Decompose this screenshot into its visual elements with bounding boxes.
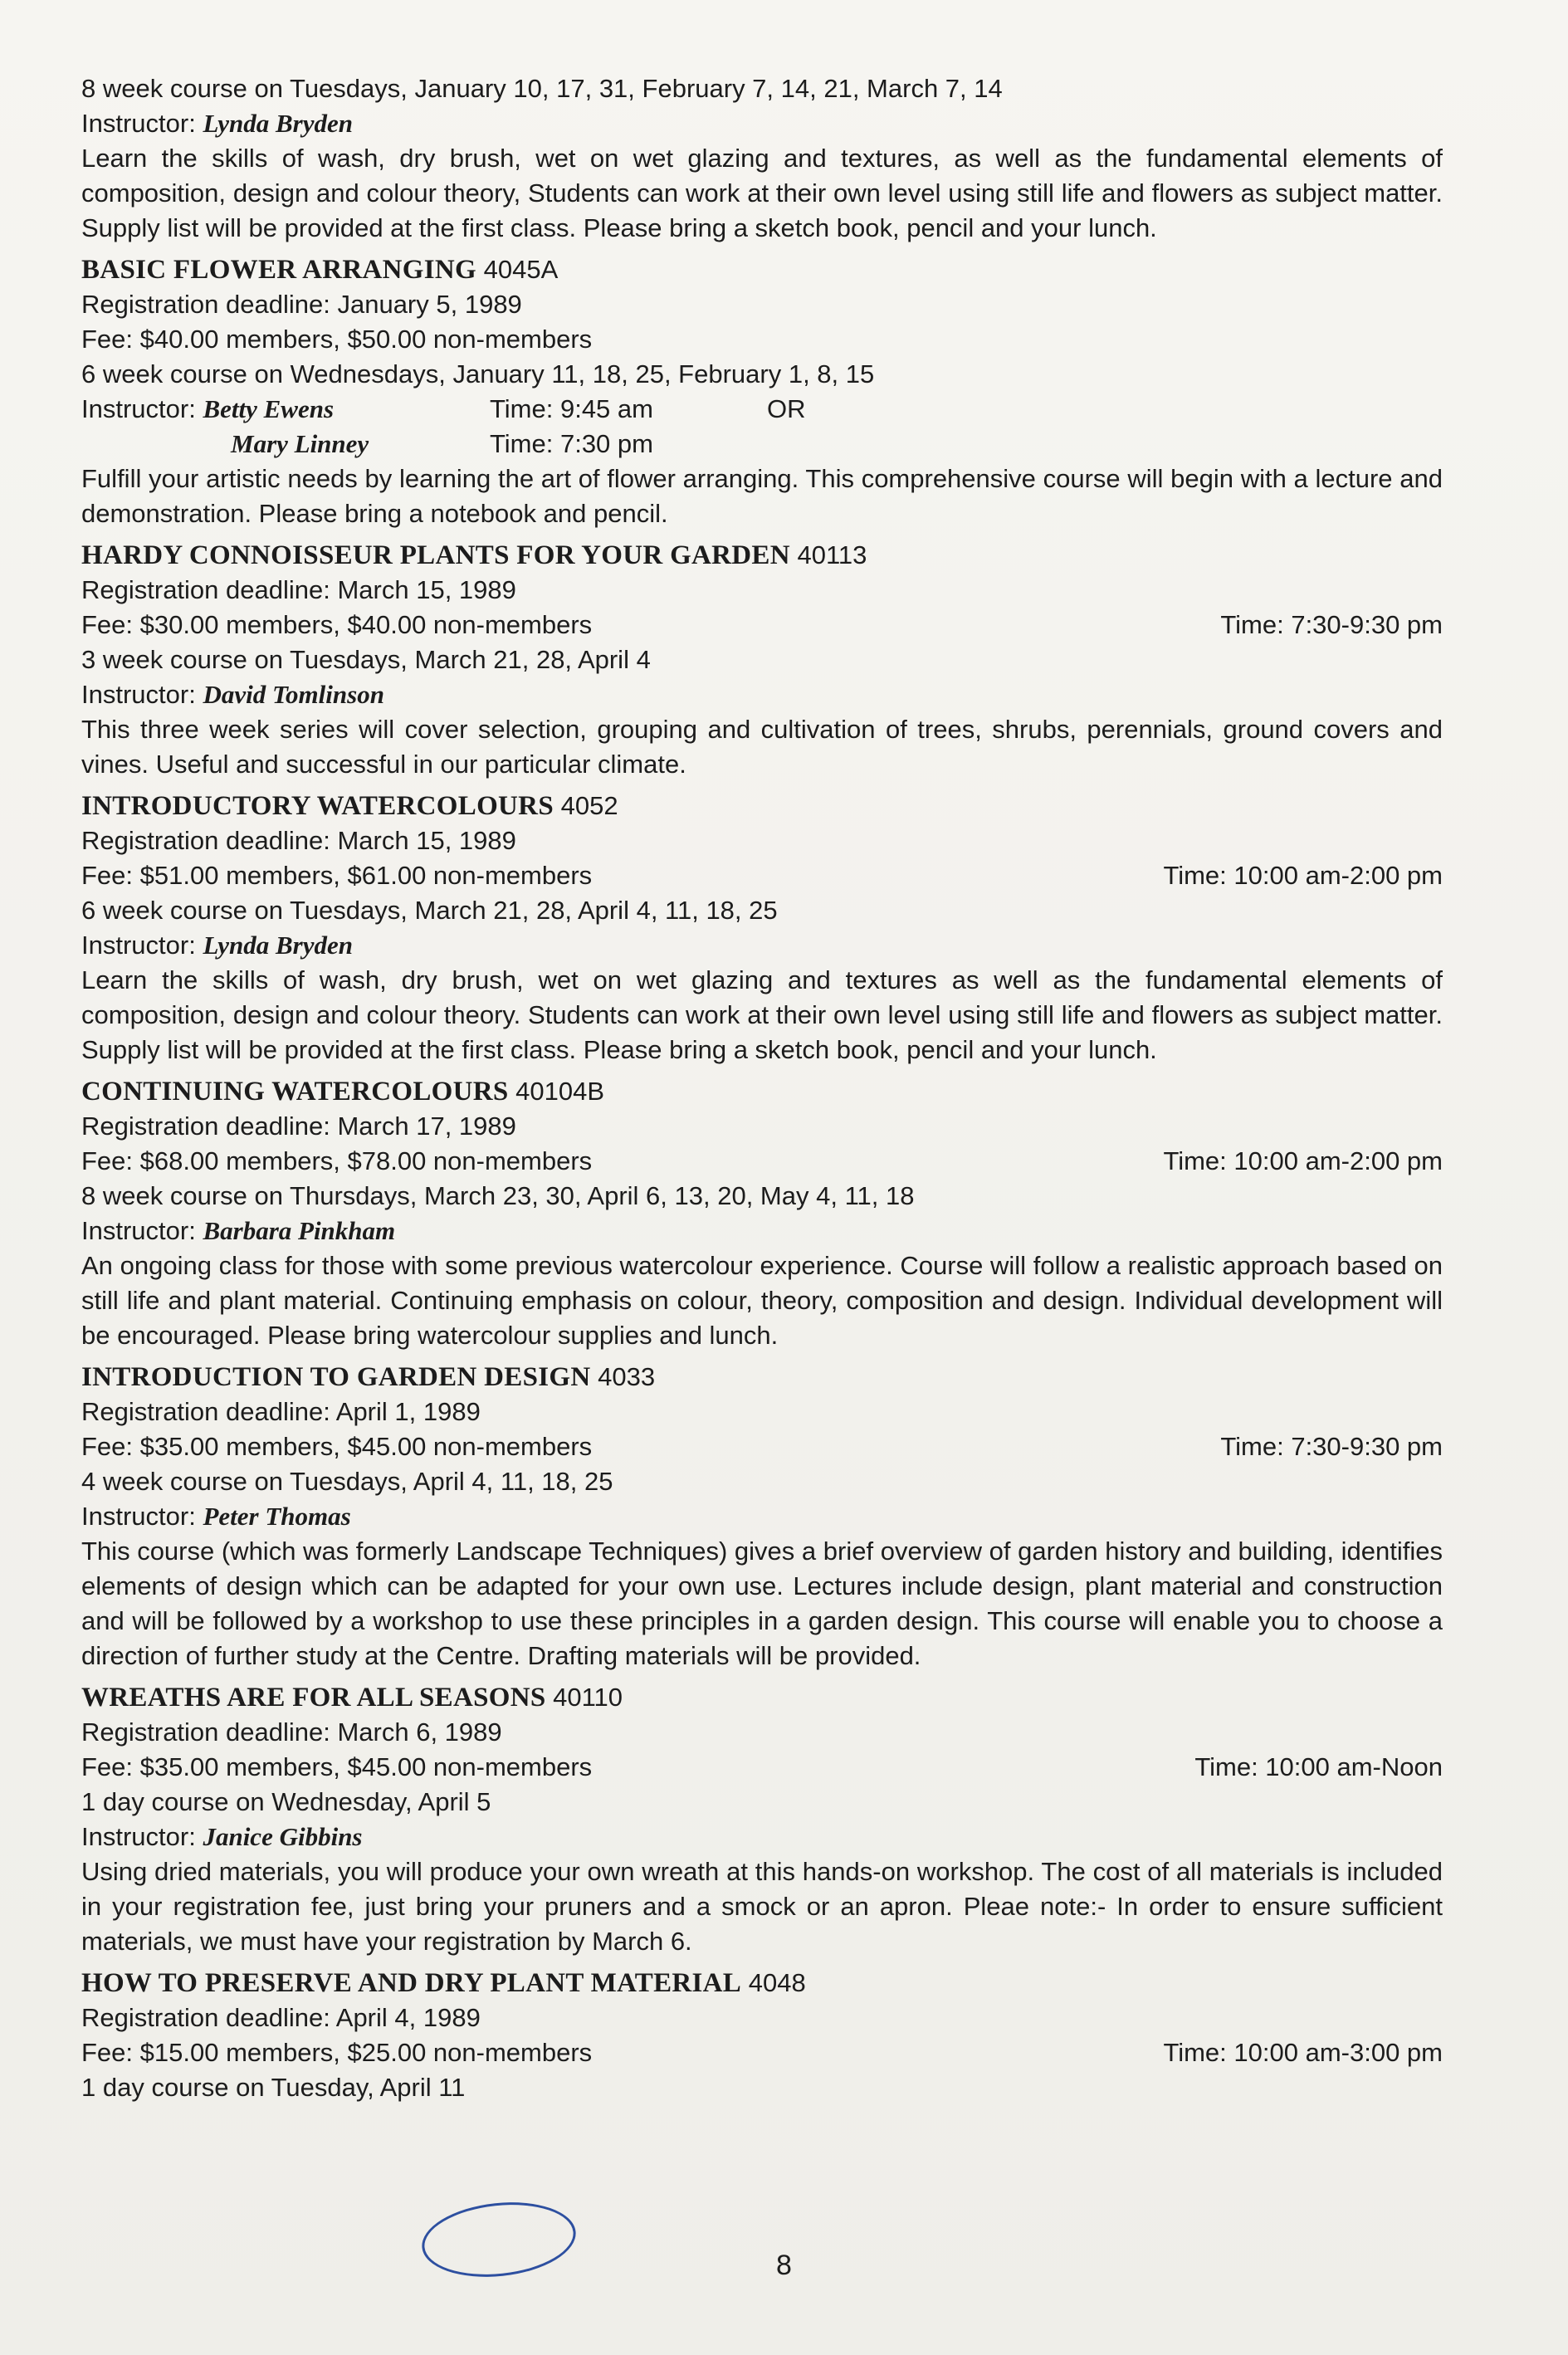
registration-deadline: Registration deadline: January 5, 1989 <box>81 290 522 319</box>
course-code: 4048 <box>748 1968 806 1997</box>
course-hardy-connoisseur-plants <box>81 538 1443 782</box>
course-code: 40113 <box>797 540 867 569</box>
course-heading <box>81 538 1443 573</box>
course-fee: Fee: $40.00 members, $50.00 non-members <box>81 325 593 354</box>
course-heading <box>81 1074 1443 1109</box>
course-code: 4052 <box>560 791 618 820</box>
course-heading <box>81 1680 1443 1715</box>
course-fee: Fee: $51.00 members, $61.00 non-members <box>81 861 593 890</box>
instructor-name: Betty Ewens <box>203 394 335 423</box>
registration-deadline: Registration deadline: April 4, 1989 <box>81 2003 481 2032</box>
course-description: Learn the skills of wash, dry brush, wet on wet glazing and textures as well as the fundamental elements of composition, design and colour theory. Students can work at their own level using still life and flowers as subject matter. Supply list will be provided at the first class. Please bring a sketch book, pencil and your lunch. <box>81 965 1443 1064</box>
course-schedule: 8 week course on Thursdays, March 23, 30, April 6, 13, 20, May 4, 11, 18 <box>81 1181 915 1210</box>
course-fee-row <box>81 1750 1443 1785</box>
course-fee: Fee: $35.00 members, $45.00 non-members <box>81 1752 593 1781</box>
course-preserve-dry-plant-material <box>81 1966 1443 2105</box>
course-heading <box>81 1360 1443 1395</box>
instructor-label: Instructor: <box>81 1502 196 1531</box>
instructor-label: Instructor: <box>81 394 196 423</box>
course-schedule: 1 day course on Wednesday, April 5 <box>81 1787 491 1816</box>
course-code: 4045A <box>483 255 559 284</box>
course-time: Time: 10:00 am-Noon <box>1194 1752 1443 1781</box>
course-schedule: 1 day course on Tuesday, April 11 <box>81 2073 466 2102</box>
course-description: Learn the skills of wash, dry brush, wet on wet glazing and textures, as well as the fundamental elements of composition, design and colour theory, Students can work at their own level using still life and flowers as subject matter. Supply list will be provided at the first class. Please bring a sketch book, pencil and your lunch. <box>81 144 1443 242</box>
registration-deadline: Registration deadline: March 17, 1989 <box>81 1112 516 1141</box>
course-time: Time: 7:30-9:30 pm <box>1220 610 1443 639</box>
instructor-name: David Tomlinson <box>203 680 384 709</box>
page-number: 8 <box>776 2250 792 2281</box>
course-introduction-garden-design <box>81 1360 1443 1673</box>
course-instructor <box>81 1499 1443 1534</box>
instructor-name: Barbara Pinkham <box>203 1216 396 1245</box>
instructor-label: Instructor: <box>81 1822 196 1851</box>
course-fee-row <box>81 1144 1443 1179</box>
course-introductory-watercolours <box>81 789 1443 1068</box>
course-schedule: 8 week course on Tuesdays, January 10, 17, 31, February 7, 14, 21, March 7, 14 <box>81 74 1003 103</box>
instructor-name: Lynda Bryden <box>203 931 353 960</box>
course-heading <box>81 789 1443 823</box>
course-schedule: 3 week course on Tuesdays, March 21, 28, April 4 <box>81 645 651 674</box>
course-fee: Fee: $30.00 members, $40.00 non-members <box>81 610 593 639</box>
course-title: INTRODUCTION TO GARDEN DESIGN <box>81 1362 591 1392</box>
course-description: This course (which was formerly Landscape Techniques) gives a brief overview of garden history and building, identifies elements of design which can be adapted for your own use. Lectures include design, plant material and construction and will be followed by a workshop to use these principles in a garden design. This course will enable you to choose a direction of further study at the Centre. Drafting materials will be provided. <box>81 1537 1443 1670</box>
course-fee-row <box>81 1429 1443 1464</box>
course-time: Time: 10:00 am-2:00 pm <box>1163 1146 1443 1175</box>
course-description: Fulfill your artistic needs by learning the art of flower arranging. This comprehensive course will begin with a lecture and demonstration. Please bring a notebook and pencil. <box>81 464 1443 528</box>
course-continuing-watercolours <box>81 1074 1443 1353</box>
course-instructor <box>81 1820 1443 1854</box>
instructor-label: Instructor: <box>81 1216 196 1245</box>
instructor-name: Mary Linney <box>231 429 369 458</box>
course-fee: Fee: $68.00 members, $78.00 non-members <box>81 1146 593 1175</box>
course-title: CONTINUING WATERCOLOURS <box>81 1077 509 1107</box>
course-instructor-alt <box>81 427 1443 462</box>
course-title: WREATHS ARE FOR ALL SEASONS <box>81 1683 546 1713</box>
instructor-time: Time: 7:30 pm <box>490 429 653 458</box>
instructor-label: Instructor: <box>81 109 196 138</box>
course-fee: Fee: $35.00 members, $45.00 non-members <box>81 1432 593 1461</box>
registration-deadline: Registration deadline: March 15, 1989 <box>81 575 516 604</box>
course-code: 40110 <box>553 1683 623 1712</box>
instructor-name: Lynda Bryden <box>203 109 353 138</box>
or-separator: OR <box>767 394 806 423</box>
course-description: An ongoing class for those with some previous watercolour experience. Course will follow a realistic approach based on still life and plant material. Continuing emphasis on colour, theory, composition and design. Individual development will be encouraged. Please bring watercolour supplies and lunch. <box>81 1251 1443 1350</box>
course-fee-row <box>81 2035 1443 2070</box>
course-title: HOW TO PRESERVE AND DRY PLANT MATERIAL <box>81 1968 742 1998</box>
course-time: Time: 10:00 am-2:00 pm <box>1163 861 1443 890</box>
course-wreaths-all-seasons <box>81 1680 1443 1959</box>
course-schedule: 6 week course on Tuesdays, March 21, 28, April 4, 11, 18, 25 <box>81 896 778 925</box>
instructor-name: Janice Gibbins <box>203 1822 363 1851</box>
course-description: Using dried materials, you will produce your own wreath at this hands-on workshop. The cost of all materials is included in your registration fee, just bring your pruners and a smock or an apron. Pleae note:- In order to ensure sufficient materials, we must have your registration by March 6. <box>81 1857 1443 1956</box>
course-title: INTRODUCTORY WATERCOLOURS <box>81 791 554 821</box>
course-instructor <box>81 392 1443 427</box>
course-title: HARDY CONNOISSEUR PLANTS FOR YOUR GARDEN <box>81 540 790 570</box>
registration-deadline: Registration deadline: April 1, 1989 <box>81 1397 481 1426</box>
course-schedule: 6 week course on Wednesdays, January 11, 18, 25, February 1, 8, 15 <box>81 359 875 388</box>
course-fee-row <box>81 858 1443 893</box>
course-instructor <box>81 1214 1443 1248</box>
instructor-time: Time: 9:45 am <box>490 394 653 423</box>
course-schedule: 4 week course on Tuesdays, April 4, 11, 18, 25 <box>81 1467 613 1496</box>
course-instructor <box>81 677 1443 712</box>
registration-deadline: Registration deadline: March 15, 1989 <box>81 826 516 855</box>
course-basic-flower-arranging <box>81 252 1443 531</box>
course-instructor <box>81 928 1443 963</box>
course-description: This three week series will cover selection, grouping and cultivation of trees, shrubs, perennials, ground covers and vines. Useful and successful in our particular climate. <box>81 715 1443 779</box>
course-fee: Fee: $15.00 members, $25.00 non-members <box>81 2038 593 2067</box>
course-listing <box>81 71 1443 2105</box>
course-title: BASIC FLOWER ARRANGING <box>81 255 476 285</box>
instructor-label: Instructor: <box>81 931 196 960</box>
course-instructor <box>81 106 1443 141</box>
course-time: Time: 10:00 am-3:00 pm <box>1163 2038 1443 2067</box>
course-code: 40104B <box>515 1077 605 1106</box>
course-intro-continued <box>81 71 1443 246</box>
instructor-label: Instructor: <box>81 680 196 709</box>
course-heading <box>81 252 1443 287</box>
course-code: 4033 <box>598 1362 656 1391</box>
course-time: Time: 7:30-9:30 pm <box>1220 1432 1443 1461</box>
course-heading <box>81 1966 1443 2001</box>
registration-deadline: Registration deadline: March 6, 1989 <box>81 1717 502 1747</box>
instructor-name: Peter Thomas <box>203 1502 351 1531</box>
course-fee-row <box>81 608 1443 642</box>
